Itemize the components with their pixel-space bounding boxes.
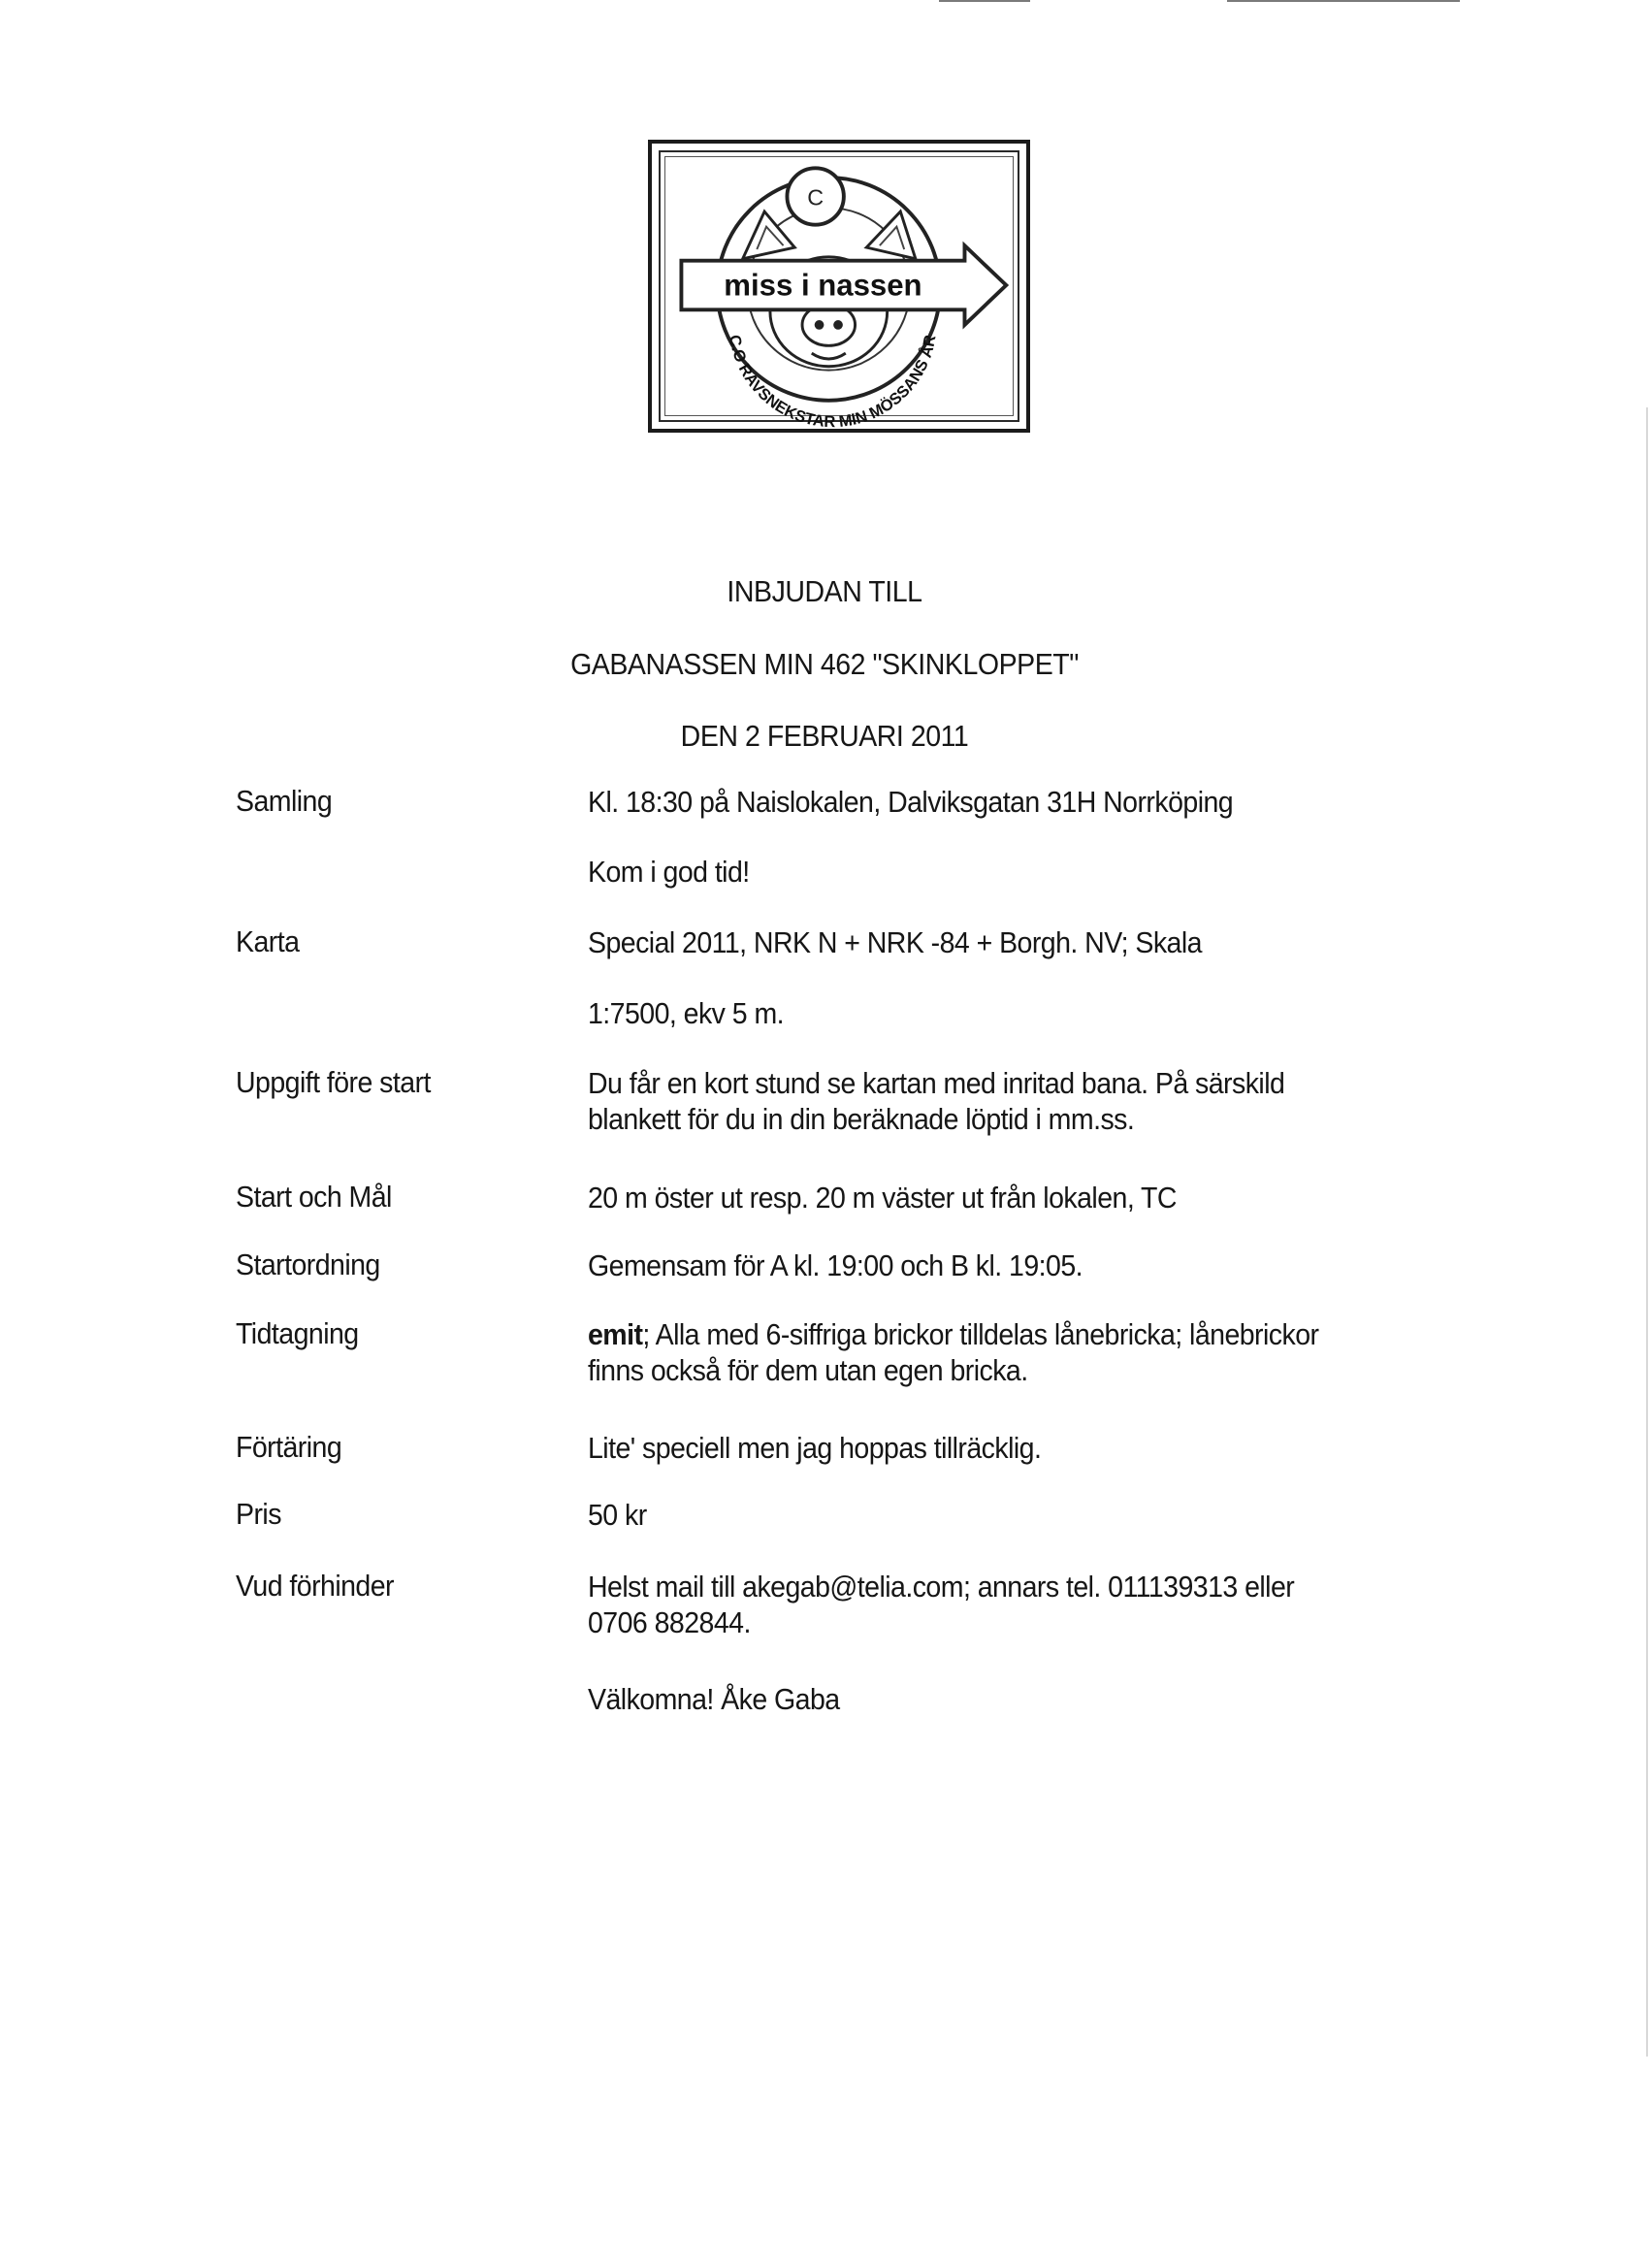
row-value: Kom i god tid! (588, 855, 750, 889)
row-value: Special 2011, NRK N + NRK -84 + Borgh. NV; Skala (588, 925, 1202, 959)
row-label: Tidtagning (236, 1316, 359, 1350)
row-value: Kl. 18:30 på Naislokalen, Dalviksgatan 31H Norrköping (588, 785, 1234, 819)
row-label: Samling (236, 784, 333, 818)
row-value: Lite' speciell men jag hoppas tillräcklig. (588, 1431, 1042, 1465)
row-label: Karta (236, 924, 300, 958)
row-label: Vud förhinder (236, 1569, 394, 1603)
row-value: 1:7500, ekv 5 m. (588, 996, 785, 1030)
scan-mark (1646, 407, 1648, 2057)
club-logo (648, 140, 1030, 433)
logo-letter: C (807, 184, 824, 211)
row-value: Du får en kort stund se kartan med inritad bana. På särskild blankett för du in din beräknade löptid i mm.ss. (588, 1066, 1285, 1136)
row-value-text: ; Alla med 6-siffriga brickor tilldelas lånebricka; lånebrickor finns också för dem utan egen bricka. (588, 1317, 1319, 1387)
row-label: Startordning (236, 1247, 380, 1281)
logo-banner-text: miss i nassen (724, 268, 922, 303)
row-label: Förtäring (236, 1430, 342, 1464)
invitation-heading-line1: INBJUDAN TILL (727, 574, 922, 608)
row-label: Uppgift före start (236, 1065, 431, 1099)
row-value: 50 kr (588, 1498, 647, 1532)
row-value: Gemensam för A kl. 19:00 och B kl. 19:05. (588, 1248, 1083, 1282)
scan-mark (1227, 0, 1460, 2)
event-date: DEN 2 FEBRUARI 2011 (680, 719, 969, 753)
row-value: Helst mail till akegab@telia.com; annars tel. 011139313 eller 0706 882844. (588, 1570, 1295, 1639)
pig-emblem-icon (652, 144, 1026, 429)
row-label: Start och Mål (236, 1180, 392, 1214)
signoff: Välkomna! Åke Gaba (588, 1682, 840, 1716)
event-title: GABANASSEN MIN 462 "SKINKLOPPET" (570, 647, 1079, 681)
row-value: 20 m öster ut resp. 20 m väster ut från lokalen, TC (588, 1181, 1177, 1215)
scan-mark (939, 0, 1030, 2)
logo-ring-text: C.O RAVSNEKSTAR MIN MÖSSANS ÅR (725, 333, 940, 429)
row-value (588, 1316, 1444, 1388)
row-label: Pris (236, 1497, 281, 1531)
emit-keyword: emit (588, 1317, 643, 1351)
